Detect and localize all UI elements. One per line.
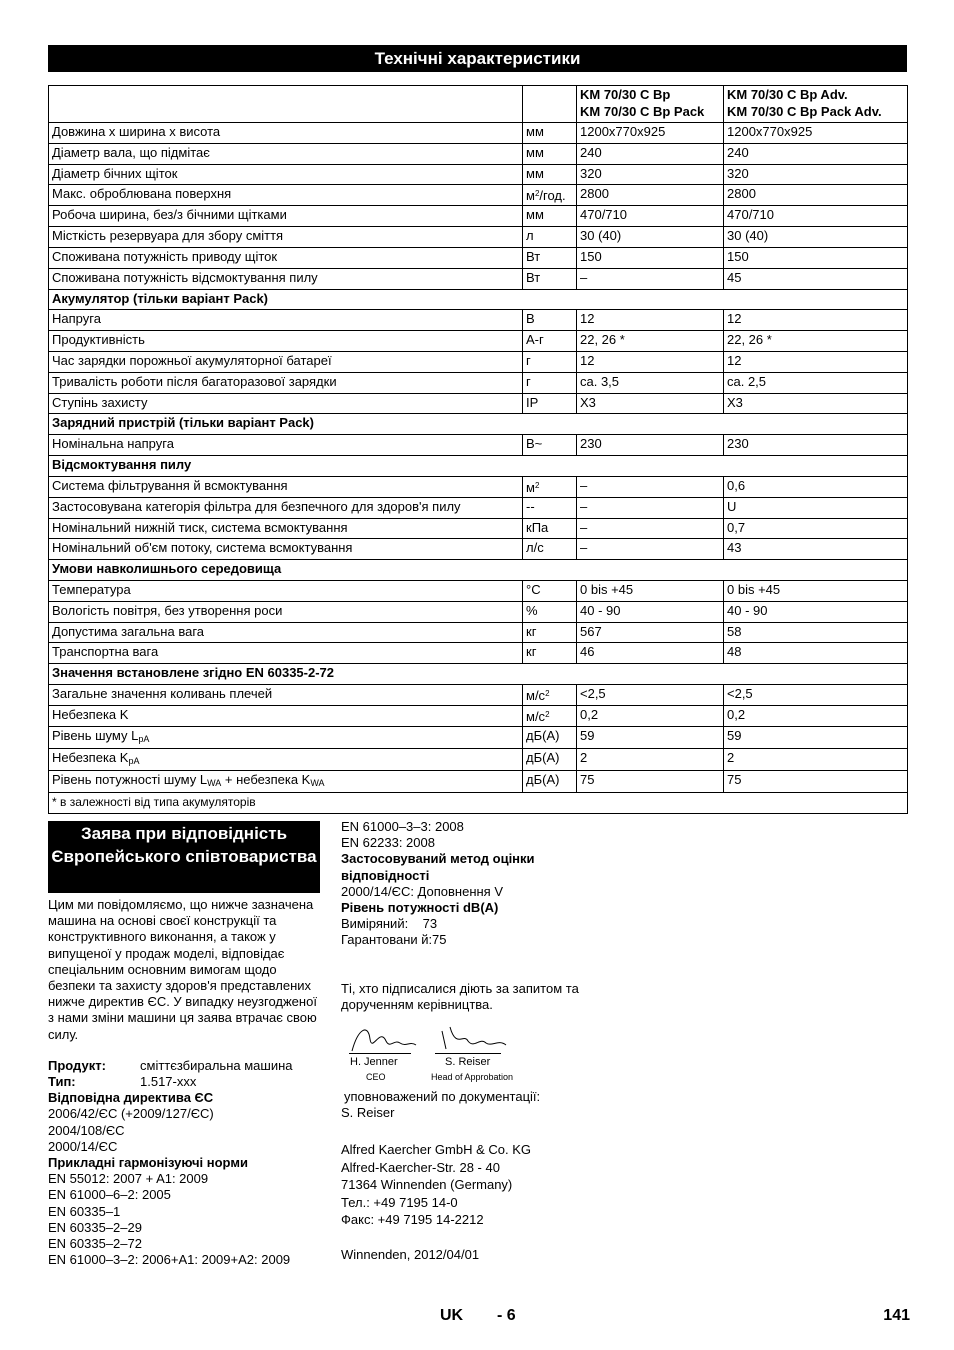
table-row <box>49 726 908 748</box>
spec-unit: мм <box>523 143 577 164</box>
spec-unit: л/с <box>523 539 577 560</box>
norm-item: EN 55012: 2007 + A1: 2009 <box>48 1171 209 1187</box>
table-row <box>49 393 908 414</box>
table-row <box>49 372 908 393</box>
table-row <box>49 331 908 352</box>
spec-unit: -- <box>523 497 577 518</box>
table-section-row: Відсмоктування пилу <box>49 455 908 476</box>
spec-unit: В~ <box>523 435 577 456</box>
spec-label: Номінальна напруга <box>49 435 523 456</box>
spec-label: Макс. оброблювана поверхня <box>49 185 523 206</box>
place-date: Winnenden, 2012/04/01 <box>341 1246 480 1262</box>
spec-label: Час зарядки порожньої акумуляторної батареї <box>49 351 523 372</box>
signatures <box>341 1019 641 1081</box>
spec-value-1: 22, 26 * <box>577 331 724 352</box>
product-row: Продукт: сміттєзбиральна машина <box>48 1057 293 1073</box>
spec-value-1: – <box>577 539 724 560</box>
directive-item: 2000/14/ЄС <box>48 1138 118 1154</box>
spec-unit: дБ(А) <box>523 726 577 748</box>
spec-value-2: X3 <box>724 393 908 414</box>
spec-value-2: 150 <box>724 247 908 268</box>
spec-value-1: 12 <box>577 351 724 372</box>
spec-unit: кг <box>523 622 577 643</box>
doc-authority-name: S. Reiser <box>341 1105 395 1121</box>
spec-value-2: 30 (40) <box>724 227 908 248</box>
spec-unit: мм <box>523 206 577 227</box>
spec-value-1: – <box>577 268 724 289</box>
table-row <box>49 206 908 227</box>
spec-label: Небезпека K <box>49 705 523 726</box>
specs-table <box>48 85 908 814</box>
spec-unit: л <box>523 227 577 248</box>
spec-value-2: 0,6 <box>724 476 908 497</box>
spec-value-1: 2800 <box>577 185 724 206</box>
table-row <box>49 123 908 144</box>
spec-label: Напруга <box>49 310 523 331</box>
spec-value-1: 30 (40) <box>577 227 724 248</box>
signers-text: Ті, хто підписалися діють за запитом та дорученням керівництва. <box>341 980 579 1012</box>
spec-value-2: 12 <box>724 351 908 372</box>
spec-unit: $м/с^2$ <box>523 705 577 726</box>
table-row <box>49 748 908 770</box>
spec-value-2: 0 bis +45 <box>724 580 908 601</box>
spec-value-2: U <box>724 497 908 518</box>
spec-value-1: 59 <box>577 726 724 748</box>
directive-item: 2006/42/ЄС (+2009/127/ЄС) <box>48 1106 214 1122</box>
spec-label: Діаметр бічних щіток <box>49 164 523 185</box>
spec-unit: Вт <box>523 247 577 268</box>
table-row <box>49 518 908 539</box>
table-section-row: Акумулятор (тільки варіант Pack) <box>49 289 908 310</box>
spec-value-2: 12 <box>724 310 908 331</box>
table-row <box>49 476 908 497</box>
directive-item: 2004/108/ЄС <box>48 1122 125 1138</box>
spec-value-1: – <box>577 518 724 539</box>
spec-value-1: 230 <box>577 435 724 456</box>
spec-label: Номінальний об'єм потоку, система всмоктування <box>49 539 523 560</box>
table-row <box>49 705 908 726</box>
measured-row: Виміряний: 73 <box>341 916 438 932</box>
norm-item: EN 60335–2–72 <box>48 1236 142 1252</box>
spec-value-2: 40 - 90 <box>724 601 908 622</box>
table-row <box>49 435 908 456</box>
table-section-row: Значення встановлене згідно EN 60335-2-72 <box>49 664 908 685</box>
section-title: Технічні характеристики <box>48 45 907 72</box>
spec-unit: IP <box>523 393 577 414</box>
spec-label: Допустима загальна вага <box>49 622 523 643</box>
spec-label: Ступінь захисту <box>49 393 523 414</box>
spec-value-2: 45 <box>724 268 908 289</box>
spec-value-1: 0 bis +45 <box>577 580 724 601</box>
spec-label: Рівень шуму $L_{pA}$ <box>49 726 523 748</box>
spec-label: Вологість повітря, без утворення роси <box>49 601 523 622</box>
method-heading: Застосовуваний метод оцінки відповідності <box>341 851 535 883</box>
guaranteed-row: Гарантовани й: 75 <box>341 932 447 948</box>
spec-label: Температура <box>49 580 523 601</box>
spec-value-2: 0,7 <box>724 518 908 539</box>
spec-value-1: – <box>577 497 724 518</box>
doc-authority-label: уповноважений по документації: <box>344 1089 541 1105</box>
spec-unit: А-г <box>523 331 577 352</box>
spec-value-2: 2 <box>724 748 908 770</box>
spec-value-2: 240 <box>724 143 908 164</box>
table-row <box>49 310 908 331</box>
spec-label: Продуктивність <box>49 331 523 352</box>
spec-unit: $м^2$ <box>523 476 577 497</box>
spec-label: Споживана потужність приводу щіток <box>49 247 523 268</box>
spec-label: Тривалість роботи після багаторазової зарядки <box>49 372 523 393</box>
spec-value-1: 75 <box>577 770 724 792</box>
spec-label: Застосовувана категорія фільтра для безпечного для здоров'я пилу <box>49 497 523 518</box>
spec-value-1: ca. 3,5 <box>577 372 724 393</box>
declaration-heading: Заява при відповідність Європейського співтовариства <box>48 821 320 893</box>
spec-unit: мм <box>523 164 577 185</box>
spec-value-2: 22, 26 * <box>724 331 908 352</box>
spec-value-1: <2,5 <box>577 684 724 705</box>
norms-heading: Прикладні гармонізуючі норми <box>48 1155 248 1171</box>
spec-value-2: ca. 2,5 <box>724 372 908 393</box>
power-heading: Рівень потужності dB(A) <box>341 900 499 916</box>
table-row <box>49 227 908 248</box>
model-header: KM 70/30 C Bp KM 70/30 C Bp Pack <box>577 86 724 123</box>
table-row <box>49 539 908 560</box>
spec-value-1: 470/710 <box>577 206 724 227</box>
spec-unit: Вт <box>523 268 577 289</box>
spec-value-1: 1200x770x925 <box>577 123 724 144</box>
spec-unit: кПа <box>523 518 577 539</box>
spec-label: Транспортна вага <box>49 643 523 664</box>
spec-unit: г <box>523 351 577 372</box>
table-section-row: Зарядний пристрій (тільки варіант Pack) <box>49 414 908 435</box>
spec-value-1: 40 - 90 <box>577 601 724 622</box>
signer1-role: CEO <box>366 1072 386 1083</box>
spec-value-2: 58 <box>724 622 908 643</box>
footer-sub-page: - 6 <box>497 1307 516 1324</box>
spec-unit: $м^2$/год. <box>523 185 577 206</box>
spec-value-2: 320 <box>724 164 908 185</box>
spec-label: Споживана потужність відсмоктування пилу <box>49 268 523 289</box>
footer-language: UK <box>440 1307 464 1324</box>
spec-label: Робоча ширина, без/з бічними щітками <box>49 206 523 227</box>
norm-item: EN 60335–2–29 <box>48 1219 142 1235</box>
spec-value-2: 1200x770x925 <box>724 123 908 144</box>
declaration-left-column <box>48 897 323 1268</box>
type-row: Тип: 1.517-xxx <box>48 1074 197 1090</box>
norm-item: EN 61000–3–3: 2008 <box>341 819 464 834</box>
spec-value-1: 0,2 <box>577 705 724 726</box>
spec-value-2: 230 <box>724 435 908 456</box>
spec-unit: % <box>523 601 577 622</box>
table-section-row: Умови навколишнього середовища <box>49 560 908 581</box>
table-row <box>49 684 908 705</box>
spec-unit: г <box>523 372 577 393</box>
norm-item: EN 61000–6–2: 2005 <box>48 1187 171 1203</box>
spec-value-2: 48 <box>724 643 908 664</box>
table-row <box>49 143 908 164</box>
spec-value-1: 2 <box>577 748 724 770</box>
company-address: Alfred Kaercher GmbH & Co. KG Alfred-Kaercher-Str. 28 - 40 71364 Winnenden (Germany) Тел.: +49 7195 14-0 Факс: +49 7195 14-2212 <box>341 1142 532 1228</box>
spec-unit: °C <box>523 580 577 601</box>
spec-label: Діаметр вала, що підмітає <box>49 143 523 164</box>
spec-value-2: 59 <box>724 726 908 748</box>
spec-value-2: 470/710 <box>724 206 908 227</box>
spec-label: Довжина х ширина х висота <box>49 123 523 144</box>
signer2-role: Head of Approbation <box>431 1072 514 1083</box>
table-row <box>49 601 908 622</box>
spec-label: Номінальний нижній тиск, система всмоктування <box>49 518 523 539</box>
directives-heading: Відповідна директива ЄС <box>48 1090 214 1106</box>
norm-item: EN 60335–1 <box>48 1203 121 1219</box>
norm-item: EN 62233: 2008 <box>341 835 435 851</box>
spec-value-1: 320 <box>577 164 724 185</box>
table-row <box>49 580 908 601</box>
spec-unit: дБ(А) <box>523 770 577 792</box>
table-row <box>49 268 908 289</box>
table-row <box>49 497 908 518</box>
spec-label: Небезпека $K_{pA}$ <box>49 748 523 770</box>
spec-value-2: 75 <box>724 770 908 792</box>
spec-unit: дБ(А) <box>523 748 577 770</box>
table-row <box>49 351 908 372</box>
spec-value-1: 567 <box>577 622 724 643</box>
spec-value-1: 12 <box>577 310 724 331</box>
spec-unit: В <box>523 310 577 331</box>
spec-value-1: X3 <box>577 393 724 414</box>
table-row <box>49 247 908 268</box>
table-row <box>49 622 908 643</box>
spec-value-2: <2,5 <box>724 684 908 705</box>
norm-item: EN 61000–3–2: 2006+A1: 2009+A2: 2009 <box>48 1252 291 1268</box>
spec-label: Система фільтрування й всмоктування <box>49 476 523 497</box>
table-row <box>49 185 908 206</box>
spec-value-2: 2800 <box>724 185 908 206</box>
footer-page-number: 141 <box>883 1307 910 1324</box>
table-row <box>49 164 908 185</box>
model-header: KM 70/30 C Bp Adv. KM 70/30 C Bp Pack Adv. <box>724 86 908 123</box>
spec-unit: $м/с^2$ <box>523 684 577 705</box>
spec-unit: кг <box>523 643 577 664</box>
spec-value-2: 43 <box>724 539 908 560</box>
spec-label: Місткість резервуара для збору сміття <box>49 227 523 248</box>
declaration-intro: Цим ми повідомляємо, що нижче зазначена машина на основі своєї конструкції та конструктивного виконання, а також у випущеної у продаж моделі, відповідає спеціальним основним вимогам щодо безпеки та захисту здоров'я представлених нижче директив ЄС. У випадку неузгодженої з нами зміни машини ця заява втрачає свою силу. <box>48 897 317 1042</box>
declaration-right-column <box>341 819 641 1263</box>
table-header-row <box>49 86 908 123</box>
spec-value-1: – <box>577 476 724 497</box>
spec-label: Рівень потужності шуму $L_{WA}$ + небезпека $K_{WA}$ <box>49 770 523 792</box>
signer2-name: S. Reiser <box>445 1056 491 1069</box>
spec-value-1: 240 <box>577 143 724 164</box>
spec-value-1: 150 <box>577 247 724 268</box>
spec-label: Загальне значення коливань плечей <box>49 684 523 705</box>
method-value: 2000/14/ЄС: Доповнення V <box>341 883 504 899</box>
table-row <box>49 770 908 792</box>
spec-unit: мм <box>523 123 577 144</box>
spec-value-1: 46 <box>577 643 724 664</box>
signer1-name: H. Jenner <box>350 1056 398 1069</box>
table-row <box>49 643 908 664</box>
table-note-row: * в залежності від типа акумуляторів <box>49 792 908 813</box>
spec-value-2: 0,2 <box>724 705 908 726</box>
